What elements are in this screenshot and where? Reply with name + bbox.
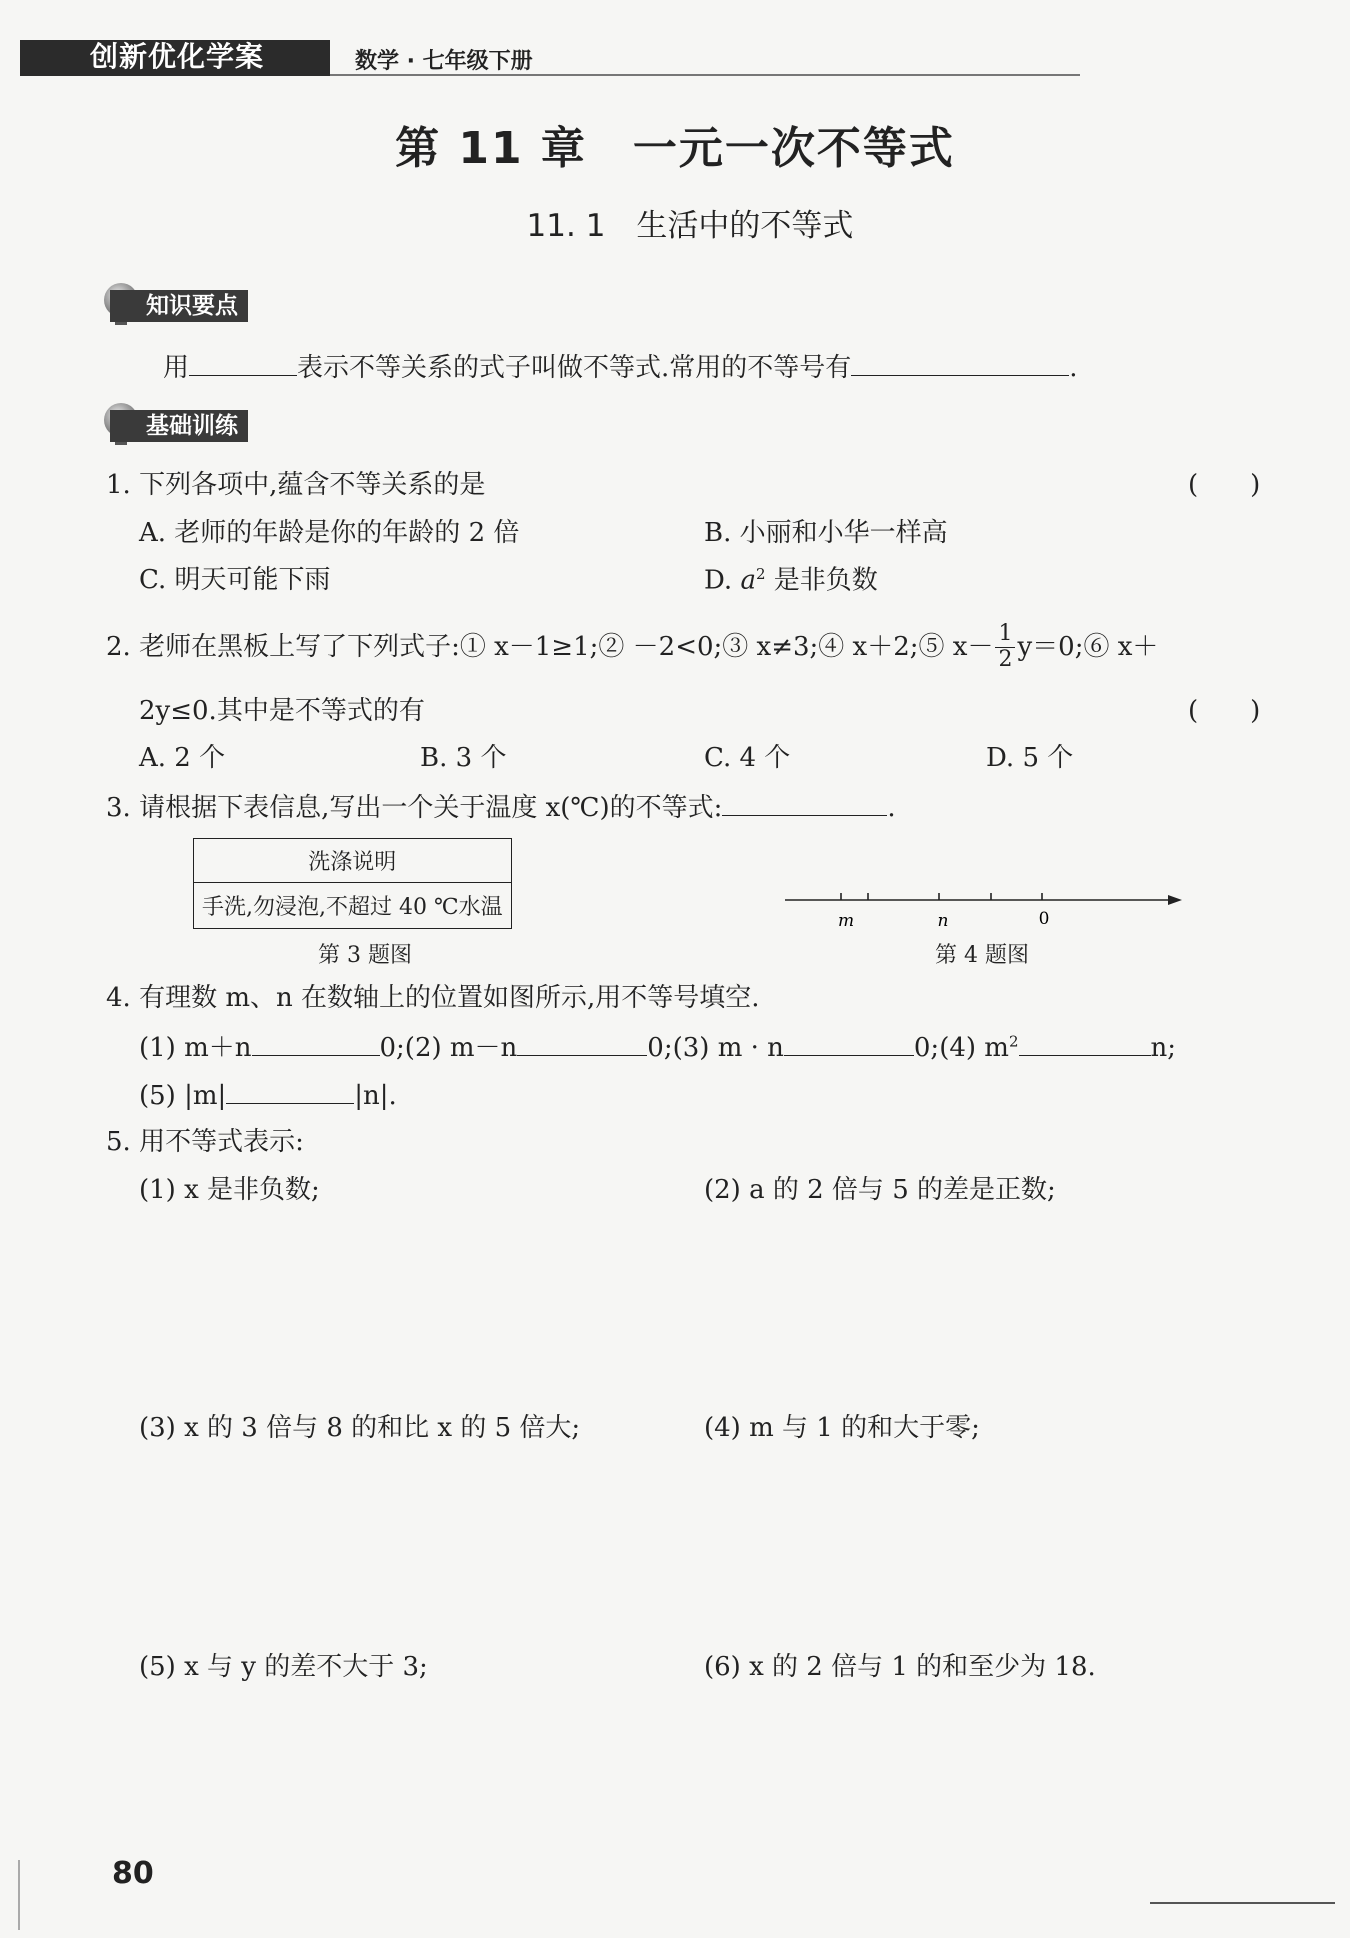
- q1-stem: 1. 下列各项中,蕴含不等关系的是: [106, 470, 486, 500]
- footer-rule: [1150, 1902, 1335, 1904]
- blank-1[interactable]: [189, 353, 297, 376]
- q4-blank-4[interactable]: [1019, 1033, 1151, 1056]
- number-line: [780, 882, 1190, 932]
- q4-fill-line: (1) m＋n 0;(2) m－n 0;(3) m · n 0;(4) $m^2$ n;: [139, 1032, 1177, 1063]
- q3-stem: 3. 请根据下表信息,写出一个关于温度 x(℃)的不等式: .: [106, 793, 896, 823]
- page-number: 80: [112, 1856, 154, 1891]
- q1-option-b[interactable]: B. 小丽和小华一样高: [704, 518, 948, 548]
- book-brand: 创新优化学案: [90, 40, 265, 73]
- knowledge-tag: 知识要点: [110, 290, 248, 322]
- q1-answer-paren[interactable]: ( ): [1188, 470, 1261, 500]
- knowledge-line: [163, 353, 1078, 381]
- q5-item-5: (5) x 与 y 的差不大于 3;: [139, 1652, 428, 1682]
- q2-option-d[interactable]: D. 5 个: [986, 743, 1074, 773]
- knowledge-text-2: 表示不等关系的式子叫做不等式.常用的不等号有: [297, 353, 852, 383]
- q2-stem-line2: 2y≤0.其中是不等式的有: [139, 696, 425, 726]
- q1-option-d[interactable]: D. $a^2$ 是非负数: [704, 565, 878, 596]
- q4-blank-5[interactable]: [226, 1081, 354, 1104]
- q3-blank[interactable]: [722, 793, 887, 816]
- q2-answer-paren[interactable]: ( ): [1188, 696, 1261, 726]
- training-tag: 基础训练: [110, 410, 248, 442]
- header-rule-dark: [20, 74, 330, 76]
- q4-caption: 第 4 题图: [935, 943, 1029, 968]
- knowledge-text-3: .: [1069, 353, 1078, 383]
- section-title: 11. 1 生活中的不等式: [526, 208, 854, 244]
- label-zero: 0: [1038, 909, 1050, 929]
- q4-blank-3[interactable]: [784, 1033, 914, 1056]
- washing-table: [193, 838, 512, 929]
- q5-stem: 5. 用不等式表示:: [106, 1127, 304, 1157]
- table-header: 洗涤说明: [194, 839, 512, 883]
- header-rule: [330, 74, 1080, 76]
- q4-stem: 4. 有理数 m、n 在数轴上的位置如图所示,用不等号填空.: [106, 983, 760, 1013]
- axis-arrow: [1168, 895, 1182, 905]
- q2-option-a[interactable]: A. 2 个: [139, 743, 226, 773]
- book-subject: 数学 · 七年级下册: [355, 49, 533, 74]
- blank-2[interactable]: [851, 353, 1069, 376]
- label-m: m: [837, 911, 855, 931]
- q5-item-2: (2) a 的 2 倍与 5 的差是正数;: [704, 1175, 1056, 1205]
- page-edge: [18, 1860, 20, 1930]
- label-n: n: [937, 911, 949, 931]
- q5-item-6: (6) x 的 2 倍与 1 的和至少为 18.: [704, 1652, 1096, 1682]
- q4-blank-1[interactable]: [252, 1033, 380, 1056]
- q1-option-a[interactable]: A. 老师的年龄是你的年龄的 2 倍: [139, 518, 520, 548]
- knowledge-text-1: 用: [163, 353, 190, 383]
- q2-option-b[interactable]: B. 3 个: [420, 743, 507, 773]
- q4-fill-line-5: (5) |m| |n|.: [139, 1081, 397, 1111]
- q5-item-4: (4) m 与 1 的和大于零;: [704, 1413, 980, 1443]
- q5-item-1: (1) x 是非负数;: [139, 1175, 320, 1205]
- q2-stem-line1: 2. 老师在黑板上写了下列式子:① x－1≥1;② －2<0;③ x≠3;④ x＋2;⑤ x－ $\frac{1}{2}$ y＝0;⑥ x＋: [106, 621, 1159, 672]
- q1-option-c[interactable]: C. 明天可能下雨: [139, 565, 331, 595]
- table-cell: 手洗,勿浸泡,不超过 40 ℃水温: [194, 883, 512, 929]
- q3-caption: 第 3 题图: [318, 943, 412, 968]
- q2-option-c[interactable]: C. 4 个: [704, 743, 791, 773]
- chapter-title: 第 11 章 一元一次不等式: [395, 123, 955, 174]
- q4-blank-2[interactable]: [517, 1033, 647, 1056]
- q5-item-3: (3) x 的 3 倍与 8 的和比 x 的 5 倍大;: [139, 1413, 581, 1443]
- q2-fraction: $\frac{1}{2}$: [995, 622, 1015, 671]
